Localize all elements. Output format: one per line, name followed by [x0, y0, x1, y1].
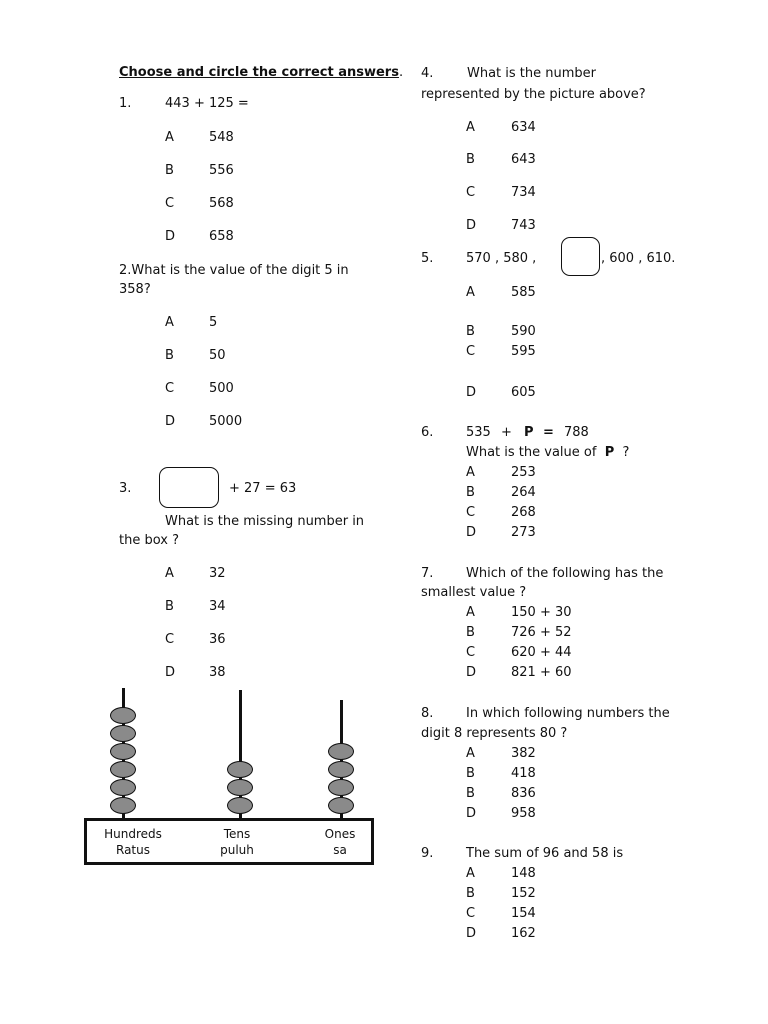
q9-option-letter: A	[466, 866, 475, 881]
q3-option-value: 32	[209, 566, 226, 581]
q3-option-value: 36	[209, 632, 226, 647]
q1-number: 1.	[119, 96, 132, 111]
q7-number: 7.	[421, 566, 434, 581]
q6-option-value: 268	[511, 505, 536, 520]
q2-question-line1: 2.What is the value of the digit 5 in	[119, 263, 349, 278]
q9-option-value: 162	[511, 926, 536, 941]
q4-option-value: 743	[511, 218, 536, 233]
q3-answer-box	[159, 467, 219, 508]
q1-option-letter: D	[165, 229, 176, 244]
q3-option-value: 38	[209, 665, 226, 680]
q4-option-letter: C	[466, 185, 476, 200]
q1-expression: 443 + 125 =	[165, 96, 249, 111]
q8-option-value: 836	[511, 786, 536, 801]
q2-option-letter: A	[165, 315, 174, 330]
q7-option-value: 620 + 44	[511, 645, 572, 660]
q7-question-line2: smallest value ?	[421, 585, 527, 600]
q5-option-letter: A	[466, 285, 475, 300]
q6-option-value: 273	[511, 525, 536, 540]
q2-option-letter: C	[165, 381, 175, 396]
q9-option-letter: B	[466, 886, 475, 901]
q4-option-letter: B	[466, 152, 475, 167]
abacus-bead	[328, 761, 354, 778]
q6-plus: +	[501, 425, 512, 440]
q8-option-value: 382	[511, 746, 536, 761]
q6-question: What is the value of P ?	[466, 445, 630, 460]
q8-number: 8.	[421, 706, 434, 721]
q8-option-value: 958	[511, 806, 536, 821]
q7-option-letter: C	[466, 645, 476, 660]
q7-option-letter: D	[466, 665, 477, 680]
q3-number: 3.	[119, 481, 132, 496]
q6-result: 788	[564, 425, 589, 440]
q9-option-letter: D	[466, 926, 477, 941]
q8-option-letter: B	[466, 766, 475, 781]
q4-question-line1: What is the number	[467, 66, 597, 81]
q5-option-value: 605	[511, 385, 536, 400]
abacus-bead	[328, 743, 354, 760]
q5-number: 5.	[421, 251, 434, 266]
q4-option-value: 734	[511, 185, 536, 200]
q2-question-line2: 358?	[119, 282, 151, 297]
abacus-bead	[227, 761, 253, 778]
q6-option-letter: D	[466, 525, 477, 540]
abacus-bead	[110, 779, 136, 796]
q6-option-letter: B	[466, 485, 475, 500]
q5-option-value: 585	[511, 285, 536, 300]
q3-option-letter: C	[165, 632, 175, 647]
q9-number: 9.	[421, 846, 434, 861]
q5-sequence-start: 570 , 580 ,	[466, 251, 537, 266]
q8-option-letter: A	[466, 746, 475, 761]
worksheet-heading: Choose and circle the correct answers.	[119, 65, 404, 80]
q4-number: 4.	[421, 66, 434, 81]
q1-option-letter: A	[165, 130, 174, 145]
q4-question-line2: represented by the picture above?	[421, 87, 646, 102]
q7-option-value: 150 + 30	[511, 605, 572, 620]
q6-equals: =	[543, 425, 554, 440]
q5-option-letter: B	[466, 324, 475, 339]
q5-option-value: 590	[511, 324, 536, 339]
q3-expression: + 27 = 63	[229, 481, 297, 496]
q7-option-value: 821 + 60	[511, 665, 572, 680]
q8-option-letter: B	[466, 786, 475, 801]
q3-option-letter: B	[165, 599, 174, 614]
abacus-bead	[110, 725, 136, 742]
abacus-bead	[328, 779, 354, 796]
q6-operand: 535	[466, 425, 491, 440]
abacus-bead	[110, 797, 136, 814]
q3-question-line1: What is the missing number in	[165, 514, 365, 529]
ones-label: Ones sa	[324, 827, 356, 857]
q3-question-line2: the box ?	[119, 533, 179, 548]
q6-option-value: 264	[511, 485, 536, 500]
q7-option-letter: A	[466, 605, 475, 620]
q7-option-letter: B	[466, 625, 475, 640]
q8-option-letter: D	[466, 806, 477, 821]
q5-option-letter: D	[466, 385, 477, 400]
q6-option-letter: A	[466, 465, 475, 480]
q8-question-line2: digit 8 represents 80 ?	[421, 726, 568, 741]
q2-option-letter: B	[165, 348, 174, 363]
q6-option-letter: C	[466, 505, 476, 520]
q5-option-letter: C	[466, 344, 476, 359]
q9-option-value: 154	[511, 906, 536, 921]
q2-option-value: 5	[209, 315, 218, 330]
q2-option-value: 5000	[209, 414, 243, 429]
q9-option-value: 152	[511, 886, 536, 901]
q3-option-letter: A	[165, 566, 174, 581]
q8-question-line1: In which following numbers the	[466, 706, 670, 721]
q8-option-value: 418	[511, 766, 536, 781]
q1-option-value: 556	[209, 163, 234, 178]
tens-label: Tens puluh	[220, 827, 254, 857]
q6-variable-p: P	[524, 425, 534, 440]
q1-option-value: 548	[209, 130, 234, 145]
hundreds-label: Hundreds Ratus	[104, 827, 162, 857]
abacus-bead	[227, 779, 253, 796]
q1-option-letter: B	[165, 163, 174, 178]
q3-option-letter: D	[165, 665, 176, 680]
abacus-bead	[110, 743, 136, 760]
q4-option-value: 643	[511, 152, 536, 167]
q1-option-value: 658	[209, 229, 234, 244]
q5-option-value: 595	[511, 344, 536, 359]
q4-option-value: 634	[511, 120, 536, 135]
q9-question: The sum of 96 and 58 is	[466, 846, 624, 861]
abacus-bead	[110, 707, 136, 724]
abacus-bead	[227, 797, 253, 814]
q9-option-value: 148	[511, 866, 536, 881]
q1-option-value: 568	[209, 196, 234, 211]
q5-sequence-end: , 600 , 610.	[601, 251, 676, 266]
q2-option-letter: D	[165, 414, 176, 429]
q4-option-letter: A	[466, 120, 475, 135]
q6-option-value: 253	[511, 465, 536, 480]
q6-number: 6.	[421, 425, 434, 440]
q4-option-letter: D	[466, 218, 477, 233]
q7-question-line1: Which of the following has the	[466, 566, 664, 581]
q2-option-value: 500	[209, 381, 234, 396]
q2-option-value: 50	[209, 348, 226, 363]
q1-option-letter: C	[165, 196, 175, 211]
q3-option-value: 34	[209, 599, 226, 614]
abacus-bead	[328, 797, 354, 814]
q5-answer-box	[561, 237, 600, 276]
q9-option-letter: C	[466, 906, 476, 921]
q7-option-value: 726 + 52	[511, 625, 572, 640]
abacus-bead	[110, 761, 136, 778]
